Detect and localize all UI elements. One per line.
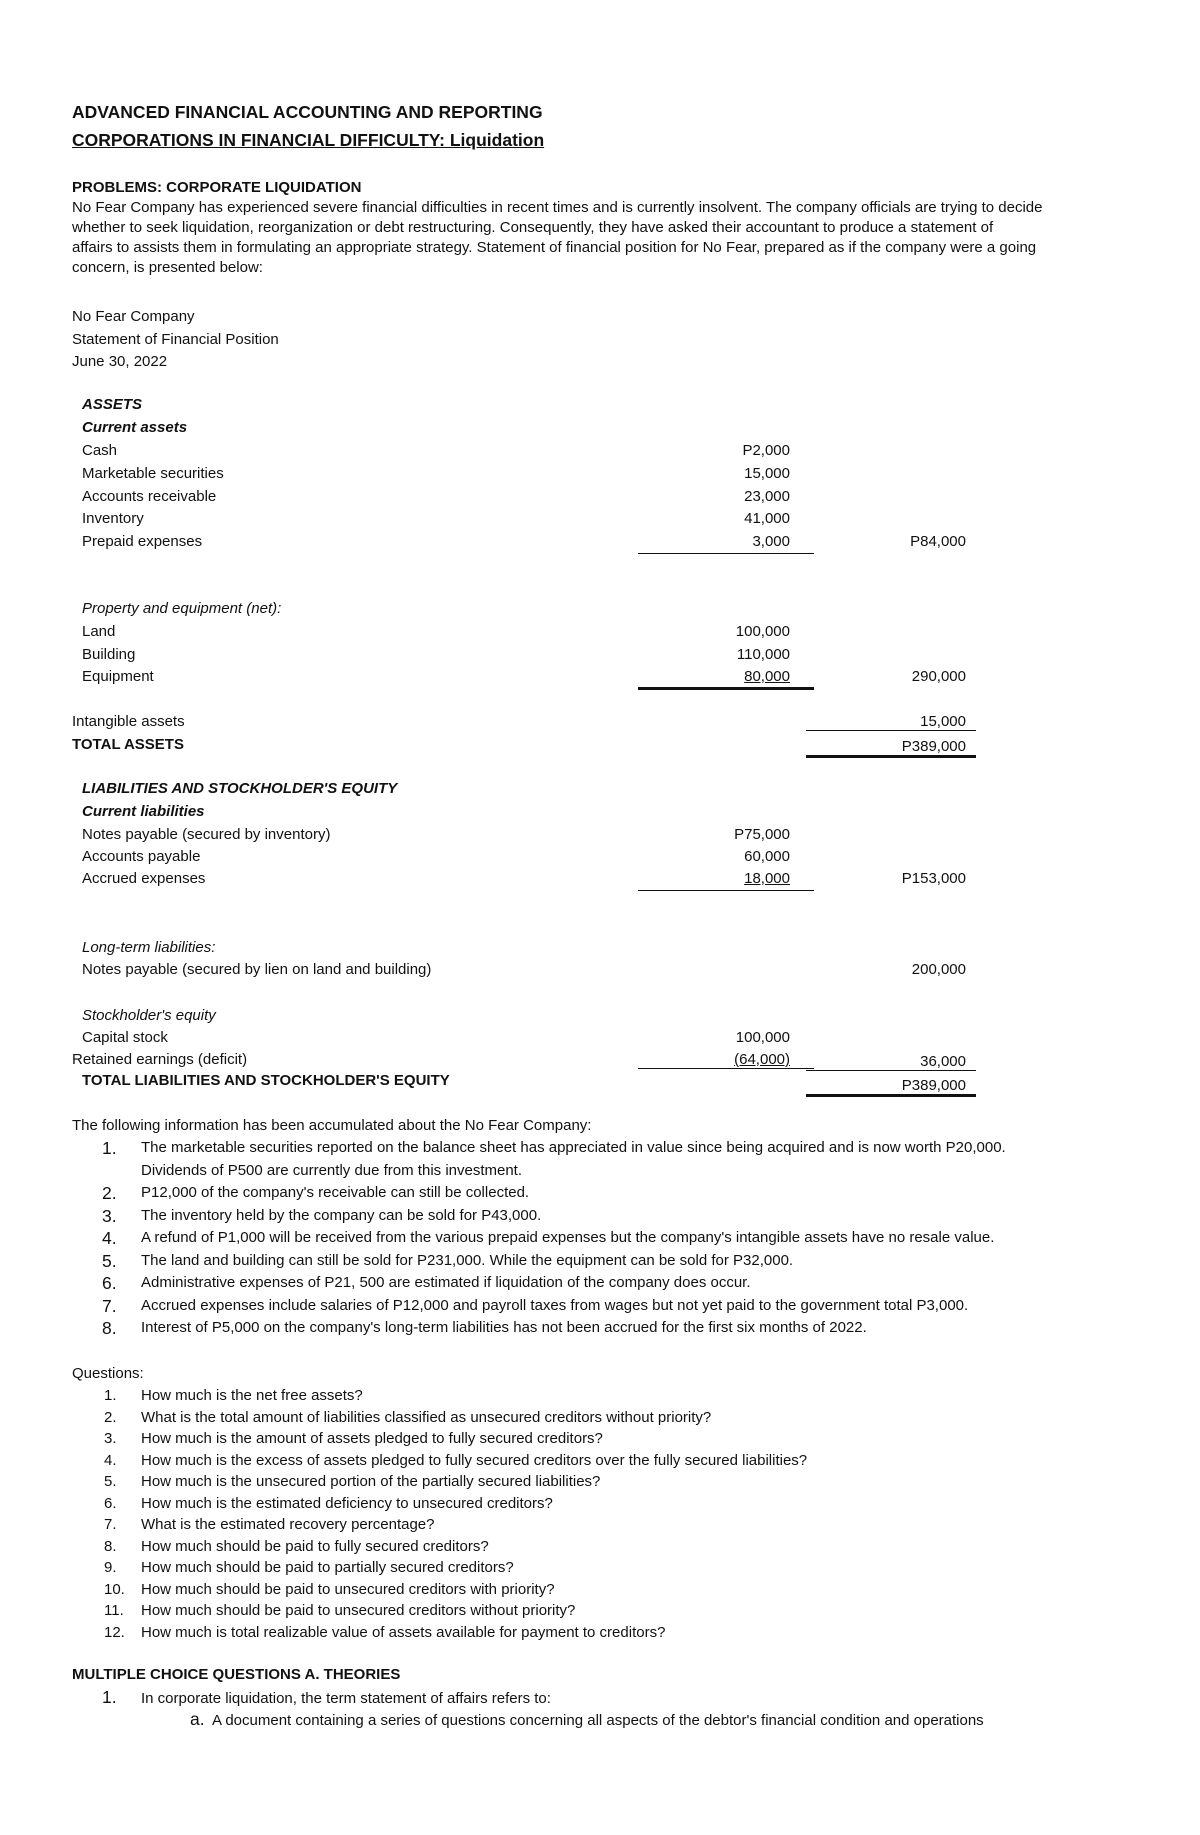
statement-name: Statement of Financial Position xyxy=(72,331,279,348)
retained-earnings-amount: (64,000) xyxy=(734,1051,790,1068)
list-item: 5. The land and building can still be sold for P231,000. While the equipment can be sold for P32,000. xyxy=(102,1250,794,1271)
total-rule xyxy=(806,1070,976,1071)
long-term-amount: 200,000 xyxy=(911,961,966,978)
mcq-q1-option-text: A document containing a series of questions concerning all aspects of the debtor's financial condition and operations xyxy=(212,1712,984,1729)
total-assets-amount: P389,000 xyxy=(901,738,966,755)
line-amount: 23,000 xyxy=(744,488,790,505)
equity-total: 36,000 xyxy=(920,1053,966,1070)
list-item: 3. How much is the amount of assets pledged to fully secured creditors? xyxy=(104,1430,603,1447)
intro-line: No Fear Company has experienced severe financial difficulties in recent times and is currently insolvent. The company officials are trying to decide xyxy=(72,199,1043,216)
list-item: 10. How much should be paid to unsecured creditors with priority? xyxy=(104,1580,555,1598)
line-label: Equipment xyxy=(82,668,154,685)
intro-line: concern, is presented below: xyxy=(72,259,263,276)
intangible-amount: 15,000 xyxy=(920,713,966,730)
info-intro: The following information has been accumulated about the No Fear Company: xyxy=(72,1117,592,1134)
long-term-label: Notes payable (secured by lien on land and building) xyxy=(82,961,432,978)
line-label: Accrued expenses xyxy=(82,870,206,887)
current-assets-total: P84,000 xyxy=(910,533,966,550)
line-amount: 15,000 xyxy=(744,465,790,482)
retained-earnings-label: Retained earnings (deficit) xyxy=(72,1051,248,1068)
problem-heading: PROBLEMS: CORPORATE LIQUIDATION xyxy=(72,179,362,196)
list-item: 5. How much is the unsecured portion of the partially secured liabilities? xyxy=(104,1473,601,1490)
mcq-heading: MULTIPLE CHOICE QUESTIONS A. THEORIES xyxy=(72,1666,401,1683)
list-item: 2. What is the total amount of liabilities classified as unsecured creditors without priority? xyxy=(104,1408,712,1426)
liabilities-heading: LIABILITIES AND STOCKHOLDER'S EQUITY xyxy=(82,780,398,797)
list-item: 11. How much should be paid to unsecured creditors without priority? xyxy=(104,1602,576,1619)
ppe-heading: Property and equipment (net): xyxy=(82,600,282,617)
capital-label: Capital stock xyxy=(82,1029,168,1046)
line-label: Inventory xyxy=(82,510,144,527)
mcq-q1-text: In corporate liquidation, the term statement of affairs refers to: xyxy=(141,1690,551,1707)
list-item: Dividends of P500 are currently due from this investment. xyxy=(141,1161,523,1179)
total-assets-label: TOTAL ASSETS xyxy=(72,736,184,753)
document-subtitle: CORPORATIONS IN FINANCIAL DIFFICULTY: Liquidation xyxy=(72,130,545,150)
intro-line: affairs to assists them in formulating an appropriate strategy. Statement of financial position for No Fear, prepared as if the company were a going xyxy=(72,239,1037,256)
document-title: ADVANCED FINANCIAL ACCOUNTING AND REPORTING xyxy=(72,102,543,122)
list-item: 6. Administrative expenses of P21, 500 are estimated if liquidation of the company does occur. xyxy=(102,1273,751,1293)
current-assets-heading: Current assets xyxy=(82,419,188,436)
capital-amount: 100,000 xyxy=(735,1029,790,1046)
intro-line: whether to seek liquidation, reorganization or debt restructuring. Consequently, they have asked their accountant to produce a statement of xyxy=(72,219,994,236)
list-item: 6. How much is the estimated deficiency to unsecured creditors? xyxy=(104,1494,553,1512)
line-label: Notes payable (secured by inventory) xyxy=(82,826,331,843)
list-item: 3. The inventory held by the company can be sold for P43,000. xyxy=(102,1205,542,1226)
questions-heading: Questions: xyxy=(72,1365,144,1382)
subtotal-rule xyxy=(638,553,814,554)
total-rule xyxy=(806,730,976,731)
line-amount: 18,000 xyxy=(744,870,790,887)
line-label: Building xyxy=(82,646,136,663)
list-item: 8. How much should be paid to fully secured creditors? xyxy=(104,1537,489,1555)
list-item: 8. Interest of P5,000 on the company's long-term liabilities has not been accrued for the first six months of 2022. xyxy=(102,1318,867,1338)
subtotal-rule xyxy=(638,890,814,891)
line-label: Accounts payable xyxy=(82,848,201,865)
double-rule xyxy=(806,1094,976,1097)
line-amount: 110,000 xyxy=(736,646,790,663)
list-item: 7. Accrued expenses include salaries of P12,000 and payroll taxes from wages but not yet paid to the government total P3,000. xyxy=(102,1295,969,1316)
assets-heading: ASSETS xyxy=(82,396,143,413)
list-item: 2. P12,000 of the company's receivable can still be collected. xyxy=(102,1183,530,1203)
questions-list xyxy=(72,1385,1152,1643)
current-liabilities-total: P153,000 xyxy=(901,870,966,887)
line-amount: P2,000 xyxy=(742,442,790,459)
total-le-amount: P389,000 xyxy=(901,1077,966,1094)
list-item: 4. A refund of P1,000 will be received from the various prepaid expenses but the company's intangible assets have no resale value. xyxy=(102,1228,995,1248)
statement-date: June 30, 2022 xyxy=(72,353,168,370)
line-label: Land xyxy=(82,623,116,640)
list-item: 1. The marketable securities reported on the balance sheet has appreciated in value since being acquired and is now worth P20,000. xyxy=(102,1138,1006,1158)
problem-intro xyxy=(72,198,1132,278)
list-item: 12. How much is total realizable value of assets available for payment to creditors? xyxy=(104,1623,666,1641)
equity-heading: Stockholder's equity xyxy=(82,1007,216,1024)
list-item: 9. How much should be paid to partially secured creditors? xyxy=(104,1559,514,1576)
long-term-heading: Long-term liabilities: xyxy=(82,939,216,956)
mcq-q1-option-letter: a. xyxy=(190,1709,205,1729)
line-label: Cash xyxy=(82,442,118,459)
subtotal-rule xyxy=(638,687,814,690)
list-item: 7. What is the estimated recovery percentage? xyxy=(104,1516,435,1533)
line-amount: 80,000 xyxy=(744,668,790,685)
info-list xyxy=(72,1137,1152,1340)
company-name: No Fear Company xyxy=(72,308,195,325)
line-amount: 41,000 xyxy=(744,510,790,527)
line-label: Prepaid expenses xyxy=(82,533,203,550)
total-le-label: TOTAL LIABILITIES AND STOCKHOLDER'S EQUITY xyxy=(82,1072,450,1089)
line-label: Marketable securities xyxy=(82,465,224,482)
current-liabilities-heading: Current liabilities xyxy=(82,803,205,820)
line-label: Accounts receivable xyxy=(82,488,217,505)
intangible-label: Intangible assets xyxy=(72,713,185,730)
list-item: 4. How much is the excess of assets pledged to fully secured creditors over the fully secured liabilities? xyxy=(104,1451,808,1469)
subtotal-rule xyxy=(638,1068,814,1069)
line-amount: 60,000 xyxy=(744,848,790,865)
list-item: 1. How much is the net free assets? xyxy=(104,1387,363,1404)
line-amount: 100,000 xyxy=(735,623,790,640)
line-amount: P75,000 xyxy=(734,826,790,843)
mcq-q1-number: 1. xyxy=(102,1687,117,1707)
line-amount: 3,000 xyxy=(752,533,790,550)
double-rule xyxy=(806,755,976,758)
ppe-total: 290,000 xyxy=(911,668,966,685)
